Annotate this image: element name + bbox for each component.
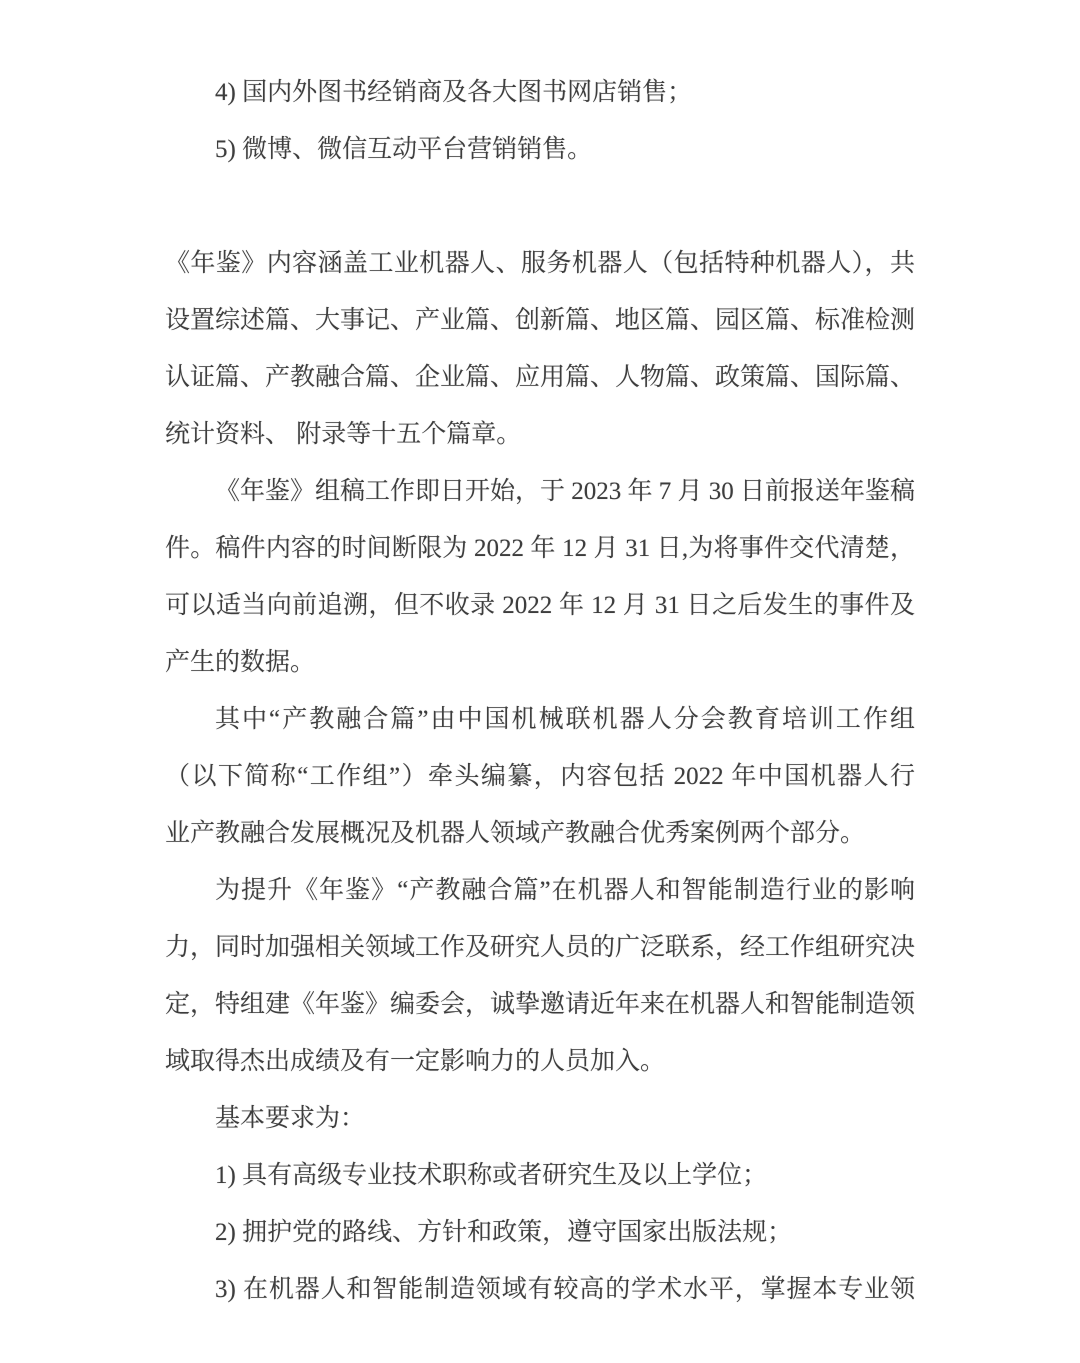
text-line-18: 域取得杰出成绩及有一定影响力的人员加入。 bbox=[165, 1048, 666, 1075]
text-line-8: 《年鉴》组稿工作即日开始，于 2023 年 7 月 30 日前报送年鉴稿 bbox=[215, 478, 916, 505]
text-line-2: 5) 微博、微信互动平台营销销售。 bbox=[215, 136, 593, 163]
text-line-5: 设置综述篇、大事记、产业篇、创新篇、地区篇、园区篇、标准检测 bbox=[165, 307, 916, 334]
text-line-10: 可以适当向前追溯，但不收录 2022 年 12 月 31 日之后发生的事件及 bbox=[165, 592, 915, 619]
text-line-6: 认证篇、产教融合篇、企业篇、应用篇、人物篇、政策篇、国际篇、 bbox=[165, 364, 916, 391]
text-line-16: 力，同时加强相关领域工作及研究人员的广泛联系，经工作组研究决 bbox=[165, 934, 916, 961]
text-line-22: 3) 在机器人和智能制造领域有较高的学术水平，掌握本专业领 bbox=[215, 1276, 915, 1303]
text-line-13: （以下简称“工作组”）牵头编纂，内容包括 2022 年中国机器人行 bbox=[165, 763, 915, 790]
text-line-11: 产生的数据。 bbox=[165, 649, 316, 676]
text-line-4: 《年鉴》内容涵盖工业机器人、服务机器人（包括特种机器人），共 bbox=[165, 250, 915, 277]
text-line-12: 其中“产教融合篇”由中国机械联机器人分会教育培训工作组 bbox=[215, 706, 915, 733]
blank-line bbox=[165, 178, 915, 235]
document-text-block bbox=[165, 64, 915, 1318]
text-line-14: 业产教融合发展概况及机器人领域产教融合优秀案例两个部分。 bbox=[165, 820, 866, 847]
text-line-21: 2) 拥护党的路线、方针和政策，遵守国家出版法规； bbox=[215, 1219, 793, 1246]
text-line-19: 基本要求为： bbox=[215, 1105, 366, 1132]
text-line-1: 4) 国内外图书经销商及各大图书网店销售； bbox=[215, 79, 693, 106]
text-line-15: 为提升《年鉴》“产教融合篇”在机器人和智能制造行业的影响 bbox=[215, 877, 915, 904]
text-line-20: 1) 具有高级专业技术职称或者研究生及以上学位； bbox=[215, 1162, 768, 1189]
text-line-7: 统计资料、 附录等十五个篇章。 bbox=[165, 421, 522, 448]
text-line-9: 件。稿件内容的时间断限为 2022 年 12 月 31 日,为将事件交代清楚， bbox=[165, 535, 915, 562]
text-line-17: 定，特组建《年鉴》编委会，诚挚邀请近年来在机器人和智能制造领 bbox=[165, 991, 916, 1018]
